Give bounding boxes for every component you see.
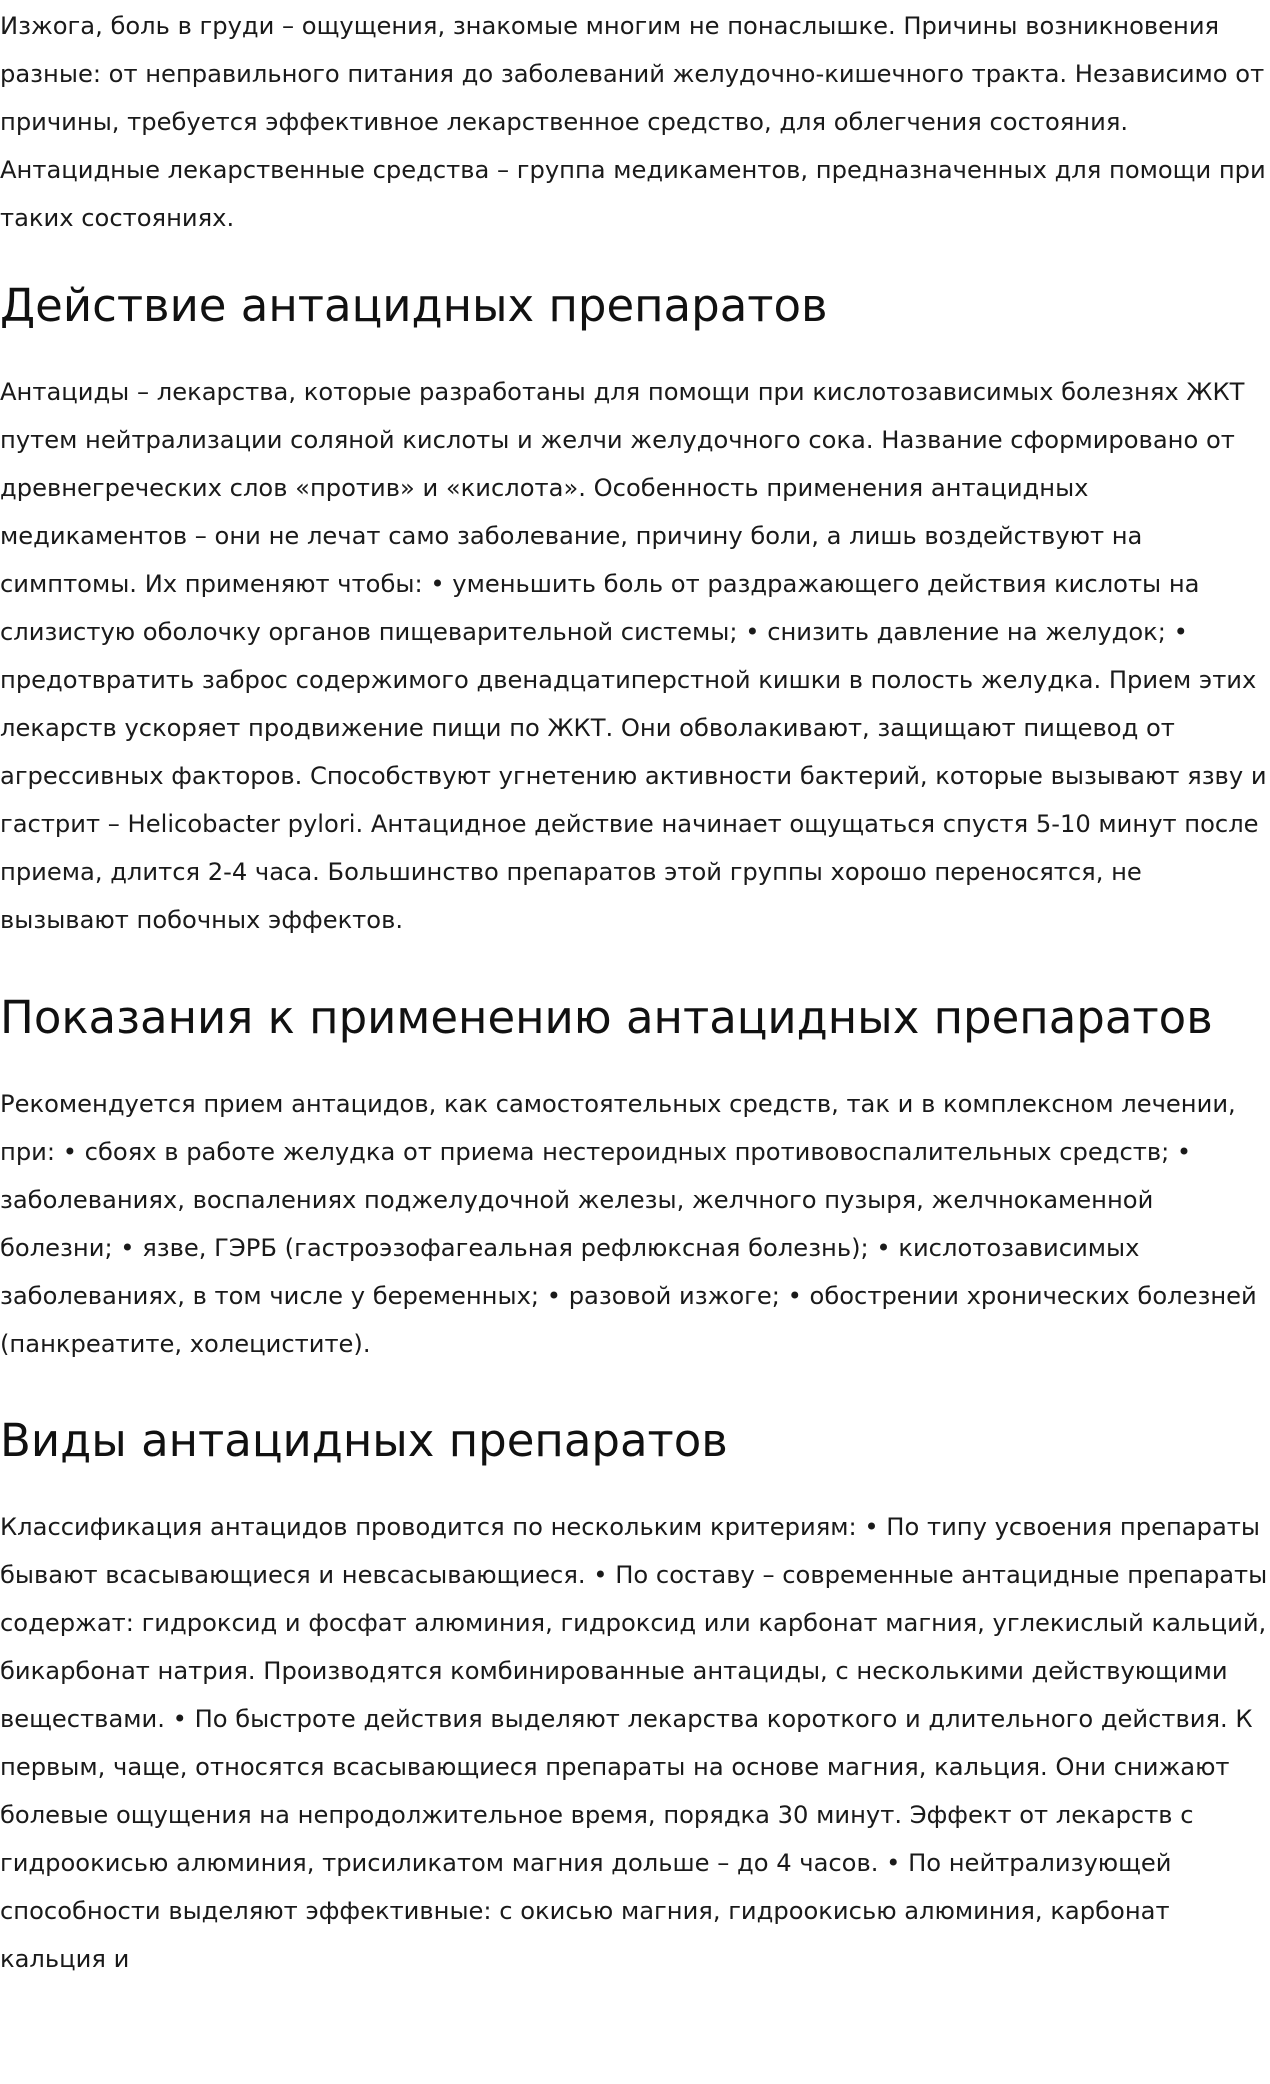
section-text-indications: Рекомендуется прием антацидов, как самостоятельных средств, так и в комплексном лечении, при: • сбоях в работе желудка от приема нестероидных противовоспалительных средств; • заболеваниях, воспалениях поджелудочной железы, желчного пузыря, желчнокаменной болезни; • язве, ГЭРБ (гастроэзофагеальная рефлюксная болезнь); • кислотозависимых заболеваниях, в том числе у беременных; • разовой изжоге; • обострении хронических болезней (панкреатите, холецистите). bbox=[0, 1090, 1257, 1358]
article bbox=[0, 2, 1270, 1983]
section-heading-action: Действие антацидных препаратов bbox=[0, 279, 828, 332]
section-text-action: Антациды – лекарства, которые разработаны для помощи при кислотозависимых болезнях ЖКТ путем нейтрализации соляной кислоты и желчи желудочного сока. Название сформировано от древнегреческих слов «против» и «кислота». Особенность применения антацидных медикаментов – они не лечат само заболевание, причину боли, а лишь воздействуют на симптомы. Их применяют чтобы: • уменьшить боль от раздражающего действия кислоты на слизистую оболочку органов пищеварительной системы; • снизить давление на желудок; • предотвратить заброс содержимого двенадцатиперстной кишки в полость желудка. Прием этих лекарств ускоряет продвижение пищи по ЖКТ. Они обволакивают, защищают пищевод от агрессивных факторов. Способствуют угнетению активности бактерий, которые вызывают язву и гастрит – Helicobacter pylori. Антацидное действие начинает ощущаться спустя 5-10 минут после приема, длится 2-4 часа. Большинство препаратов этой группы хорошо переносятся, не вызывают побочных эффектов. bbox=[0, 378, 1267, 934]
section-heading-indications: Показания к применению антацидных препаратов bbox=[0, 991, 1213, 1044]
section-text-types: Классификация антацидов проводится по нескольким критериям: • По типу усвоения препараты бывают всасывающиеся и невсасывающиеся. • По составу – современные антацидные препараты содержат: гидроксид и фосфат алюминия, гидроксид или карбонат магния, углекислый кальций, бикарбонат натрия. Производятся комбинированные антациды, с несколькими действующими веществами. • По быстроте действия выделяют лекарства короткого и длительного действия. К первым, чаще, относятся всасывающиеся препараты на основе магния, кальция. Они снижают болевые ощущения на непродолжительное время, порядка 30 минут. Эффект от лекарств с гидроокисью алюминия, трисиликатом магния дольше – до 4 часов. • По нейтрализующей способности выделяют эффективные: с окисью магния, гидроокисью алюминия, карбонат кальция и bbox=[0, 1513, 1268, 1973]
intro-paragraph: Изжога, боль в груди – ощущения, знакомые многим не понаслышке. Причины возникновения разные: от неправильного питания до заболеваний желудочно-кишечного тракта. Независимо от причины, требуется эффективное лекарственное средство, для облегчения состояния. Антацидные лекарственные средства – группа медикаментов, предназначенных для помощи при таких состояниях. bbox=[0, 12, 1266, 232]
section-heading-types: Виды антацидных препаратов bbox=[0, 1414, 728, 1467]
